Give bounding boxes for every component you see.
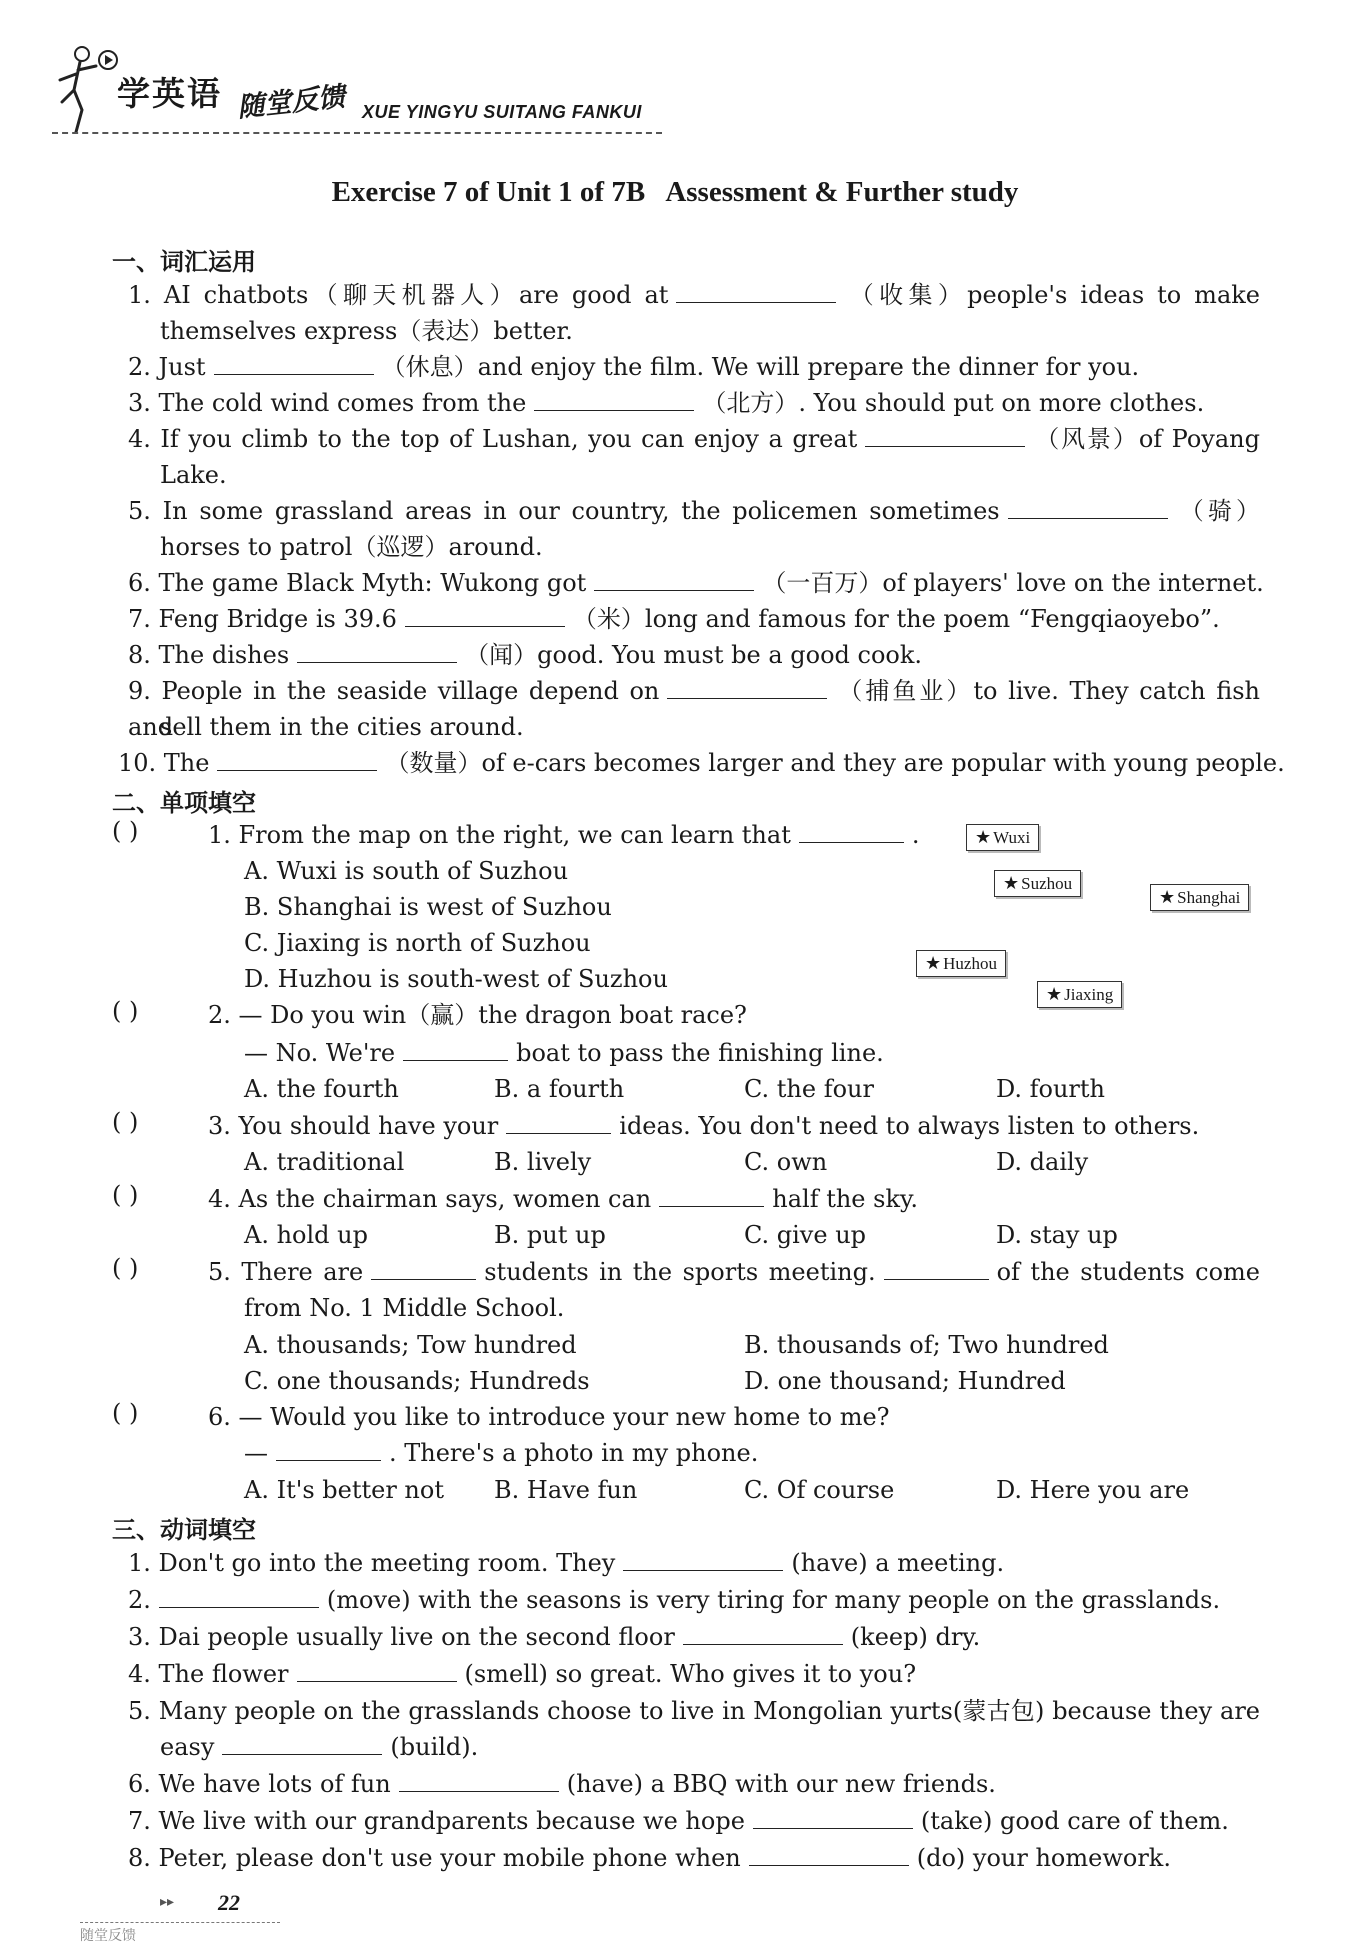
vocab-item-8: 8. The dishes （闻）good. You must be a good cook. (128, 641, 923, 669)
answer-paren-1[interactable]: ( ) (112, 817, 139, 845)
mc-option[interactable]: A. hold up (244, 1221, 368, 1249)
mc-question-5: 5. There are students in the sports meeting. of the students come (208, 1258, 1260, 1286)
mc-option[interactable]: C. give up (744, 1221, 867, 1249)
vocab-item-7: 7. Feng Bridge is 39.6 （米）long and famous for the poem “Fengqiaoyebo”. (128, 605, 1220, 633)
vocab-item-1-cont: themselves express（表达）better. (160, 317, 573, 345)
mc-option[interactable]: D. stay up (996, 1221, 1118, 1249)
map-label-huzhou: ★ Huzhou (916, 950, 1006, 977)
mc-option[interactable]: B. Shanghai is west of Suzhou (244, 893, 612, 921)
vocab-item-10: 10. The （数量）of e-cars becomes larger and they are popular with young people. (118, 749, 1285, 777)
answer-blank[interactable] (1008, 498, 1168, 519)
footer-divider (80, 1922, 280, 1923)
vocab-item-5: 5. In some grassland areas in our country, the policemen sometimes （骑） (128, 497, 1260, 525)
mc-option[interactable]: D. daily (996, 1148, 1089, 1176)
vocab-item-9: 9. People in the seaside village depend on （捕鱼业）to live. They catch fish and (128, 677, 1260, 741)
answer-blank[interactable] (749, 1845, 909, 1866)
verb-item-6: 6. We have lots of fun (have) a BBQ with our new friends. (128, 1770, 996, 1798)
mc-question-4: 4. As the chairman says, women can half the sky. (208, 1185, 918, 1213)
mc-option[interactable]: D. Huzhou is south-west of Suzhou (244, 965, 668, 993)
star-icon: ★ (1003, 873, 1020, 894)
mc-option[interactable]: B. a fourth (494, 1075, 625, 1103)
star-icon: ★ (1046, 984, 1063, 1005)
mc-question-6-cont: — . There's a photo in my phone. (244, 1439, 759, 1467)
vocab-item-4-cont: Lake. (160, 461, 227, 489)
answer-blank[interactable] (594, 570, 754, 591)
answer-paren-2[interactable]: ( ) (112, 997, 139, 1025)
logo-pinyin: XUE YINGYU SUITANG FANKUI (362, 102, 642, 122)
answer-paren-6[interactable]: ( ) (112, 1399, 139, 1427)
answer-blank[interactable] (506, 1113, 611, 1134)
mc-option[interactable]: B. lively (494, 1148, 592, 1176)
verb-item-2: 2. (move) with the seasons is very tiring for many people on the grasslands. (128, 1586, 1221, 1614)
answer-blank[interactable] (667, 678, 827, 699)
mc-option[interactable]: C. Of course (744, 1476, 895, 1504)
vocab-item-5-cont: horses to patrol（巡逻）around. (160, 533, 543, 561)
page-title: Exercise 7 of Unit 1 of 7B Assessment & Further study (331, 176, 1019, 208)
header (52, 40, 672, 150)
answer-blank[interactable] (623, 1550, 783, 1571)
header-divider (52, 132, 662, 134)
answer-blank[interactable] (217, 750, 377, 771)
vocab-item-4: 4. If you climb to the top of Lushan, you can enjoy a great （风景）of Poyang (128, 425, 1260, 453)
mc-option[interactable]: C. own (744, 1148, 828, 1176)
mc-option[interactable]: B. thousands of; Two hundred (744, 1331, 1109, 1359)
answer-blank[interactable] (659, 1186, 764, 1207)
mc-question-2-cont: — No. We're boat to pass the finishing line. (244, 1039, 884, 1067)
mc-option[interactable]: C. one thousands; Hundreds (244, 1367, 590, 1395)
mc-question-6: 6. — Would you like to introduce your new home to me? (208, 1403, 890, 1431)
answer-blank[interactable] (159, 1587, 319, 1608)
section-heading-verb-fill: 三、动词填空 (112, 1516, 256, 1544)
mc-option[interactable]: A. Wuxi is south of Suzhou (244, 857, 569, 885)
answer-blank[interactable] (676, 282, 836, 303)
vocab-item-9-cont: sell them in the cities around. (160, 713, 524, 741)
answer-blank[interactable] (297, 642, 457, 663)
answer-blank[interactable] (799, 822, 904, 843)
answer-blank[interactable] (403, 1040, 508, 1061)
mc-option[interactable]: A. the fourth (244, 1075, 399, 1103)
answer-blank[interactable] (405, 606, 565, 627)
verb-item-5-cont: easy (build). (160, 1733, 479, 1761)
answer-blank[interactable] (222, 1734, 382, 1755)
mc-option[interactable]: B. Have fun (494, 1476, 638, 1504)
page-arrow-icon: ▸▸ (160, 1894, 175, 1910)
mc-option[interactable]: D. Here you are (996, 1476, 1190, 1504)
section-heading-vocabulary: 一、词汇运用 (112, 248, 256, 276)
vocab-item-2: 2. Just （休息）and enjoy the film. We will prepare the dinner for you. (128, 353, 1140, 381)
answer-blank[interactable] (276, 1440, 381, 1461)
answer-blank[interactable] (865, 426, 1025, 447)
logo-chinese-title: 学英语 (117, 74, 222, 113)
verb-item-4: 4. The flower (smell) so great. Who gives it to you? (128, 1660, 917, 1688)
runner-logo-icon (52, 40, 122, 140)
answer-blank[interactable] (399, 1771, 559, 1792)
page-number: 22 (218, 1890, 240, 1915)
star-icon: ★ (925, 953, 942, 974)
verb-item-8: 8. Peter, please don't use your mobile phone when (do) your homework. (128, 1844, 1171, 1872)
map-label-wuxi: ★ Wuxi (966, 824, 1039, 851)
mc-question-3: 3. You should have your ideas. You don't need to always listen to others. (208, 1112, 1200, 1140)
answer-blank[interactable] (534, 390, 694, 411)
answer-blank[interactable] (753, 1808, 913, 1829)
vocab-item-3: 3. The cold wind comes from the （北方）. You should put on more clothes. (128, 389, 1205, 417)
mc-option[interactable]: C. Jiaxing is north of Suzhou (244, 929, 591, 957)
mc-option[interactable]: B. put up (494, 1221, 606, 1249)
mc-question-5-cont: from No. 1 Middle School. (244, 1294, 565, 1322)
answer-paren-5[interactable]: ( ) (112, 1254, 139, 1282)
verb-item-3: 3. Dai people usually live on the second floor (keep) dry. (128, 1623, 981, 1651)
mc-option[interactable]: D. one thousand; Hundred (744, 1367, 1066, 1395)
answer-blank[interactable] (297, 1661, 457, 1682)
mc-question-2: 2. — Do you win（赢）the dragon boat race? (208, 1001, 747, 1029)
verb-item-1: 1. Don't go into the meeting room. They (have) a meeting. (128, 1549, 1005, 1577)
mc-question-1: 1. From the map on the right, we can learn that . (208, 821, 920, 849)
map-label-jiaxing: ★ Jiaxing (1037, 981, 1122, 1008)
answer-blank[interactable] (371, 1259, 476, 1280)
verb-item-5: 5. Many people on the grasslands choose to live in Mongolian yurts(蒙古包) because they are (128, 1697, 1260, 1725)
answer-blank[interactable] (884, 1259, 989, 1280)
footer-series-label: 随堂反馈 (80, 1928, 136, 1944)
answer-blank[interactable] (214, 354, 374, 375)
mc-option[interactable]: D. fourth (996, 1075, 1106, 1103)
logo-handwritten: 随堂反馈 (235, 81, 347, 124)
star-icon: ★ (1159, 887, 1176, 908)
answer-blank[interactable] (683, 1624, 843, 1645)
map-label-shanghai: ★ Shanghai (1150, 884, 1249, 911)
answer-paren-3[interactable]: ( ) (112, 1108, 139, 1136)
map-label-suzhou: ★ Suzhou (994, 870, 1081, 897)
mc-option[interactable]: C. the four (744, 1075, 874, 1103)
mc-option[interactable]: A. traditional (244, 1148, 405, 1176)
verb-item-7: 7. We live with our grandparents because we hope (take) good care of them. (128, 1807, 1229, 1835)
answer-paren-4[interactable]: ( ) (112, 1181, 139, 1209)
star-icon: ★ (975, 827, 992, 848)
mc-option[interactable]: A. thousands; Tow hundred (244, 1331, 577, 1359)
mc-option[interactable]: A. It's better not (244, 1476, 444, 1504)
vocab-item-6: 6. The game Black Myth: Wukong got （一百万）of players' love on the internet. (128, 569, 1264, 597)
section-heading-multiple-choice: 二、单项填空 (112, 789, 256, 817)
vocab-item-1: 1. AI chatbots（聊天机器人）are good at （收集）people's ideas to make (128, 281, 1260, 309)
